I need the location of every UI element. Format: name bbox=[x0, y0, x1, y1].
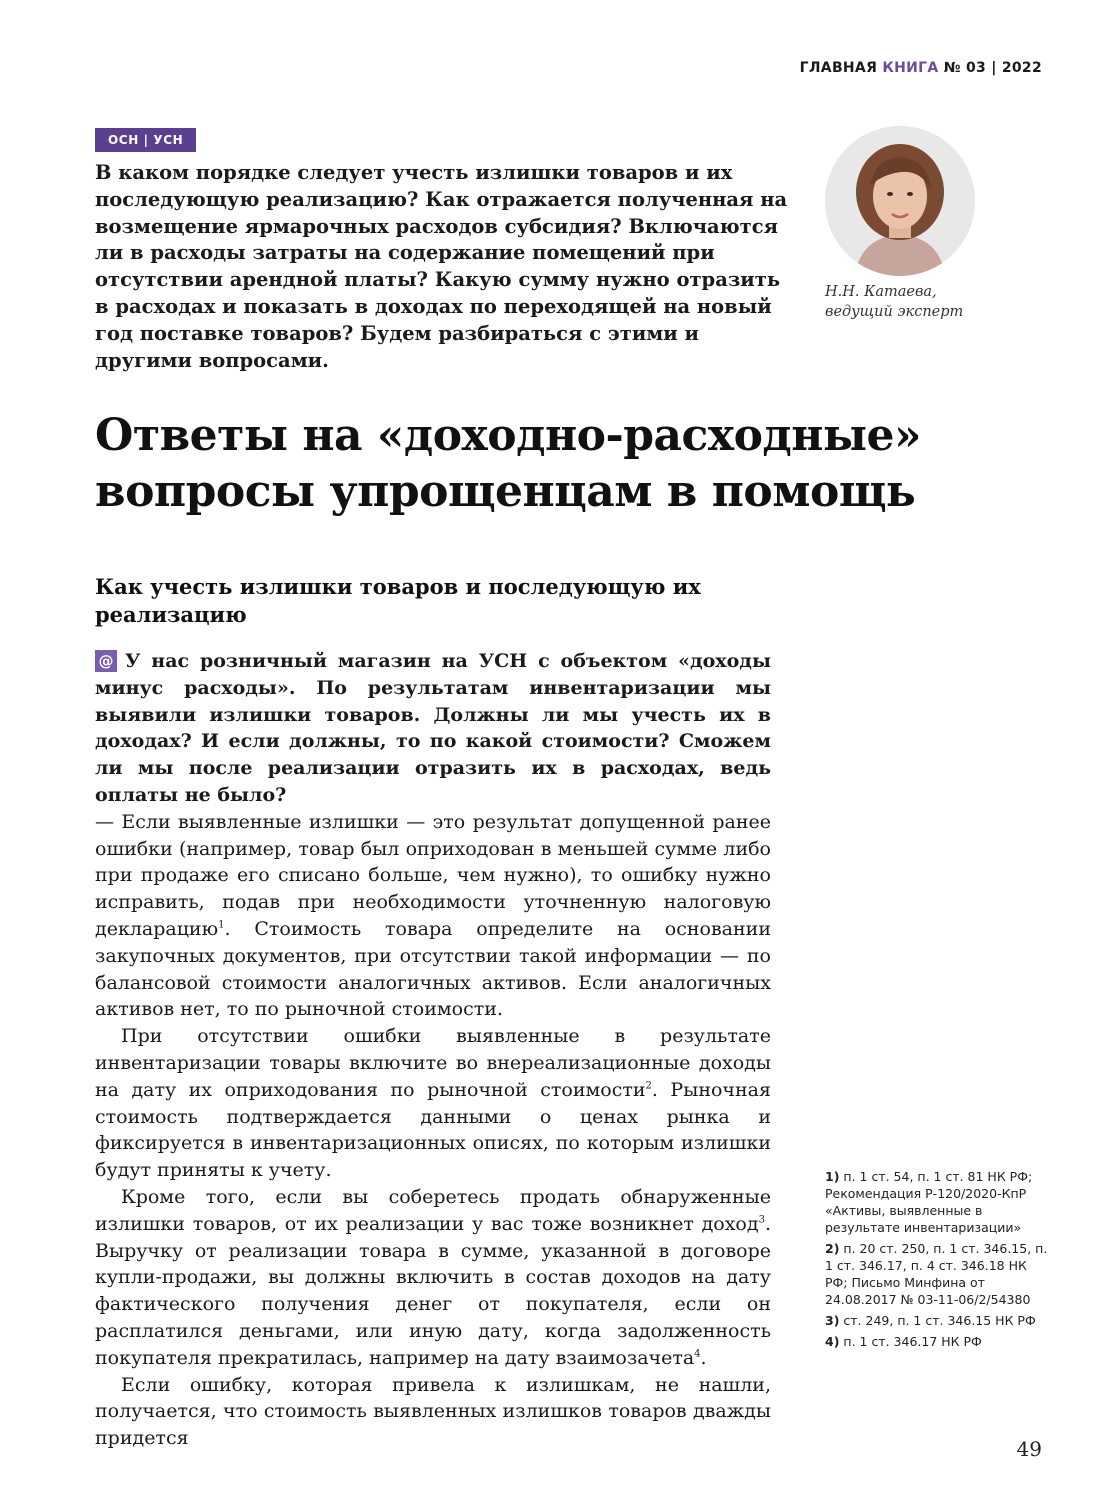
rubric-badge: ОСН | УСН bbox=[95, 128, 196, 152]
at-sign-icon: @ bbox=[95, 650, 117, 672]
author-name: Н.Н. Катаева, bbox=[825, 284, 937, 300]
masthead-title: ГЛАВНАЯ bbox=[799, 60, 878, 76]
author-photo bbox=[825, 126, 975, 276]
author-portrait-image bbox=[825, 126, 975, 276]
footnote-ref-2: 2 bbox=[645, 1080, 652, 1092]
masthead-issue: № 03 | 2022 bbox=[943, 60, 1042, 76]
footnote-ref-1: 1 bbox=[218, 919, 225, 931]
masthead-title-accent: КНИГА bbox=[882, 60, 939, 76]
answer-paragraph-2: При отсутствии ошибки выявленные в результате инвентаризации товары включите во внереализационные доходы на дату их оприходования по рыночной стоимости$^2$. Рыночная стоимость подтверждается данными о ценах рынка и фиксируется в инвентаризационных описях, по которым излишки будут приняты к учету. bbox=[95, 1025, 771, 1182]
footnote-4: 4) п. 1 ст. 346.17 НК РФ bbox=[825, 1334, 982, 1349]
article-headline: Ответы на «доходно-расходные» вопросы упрощенцам в помощь bbox=[95, 410, 922, 517]
author-role: ведущий эксперт bbox=[825, 304, 964, 320]
answer-paragraph-1: — Если выявленные излишки — это результат допущенной ранее ошибки (например, товар был оприходован в меньшей сумме либо при продаже его списано больше, чем нужно), то ошибку нужно исправить, подав при необходимости уточненную налоговую декларацию$^1$. Стоимость товара определите на основании закупочных документов, при отсутствии такой информации — по балансовой стоимости аналогичных активов. Если аналогичных активов нет, то по рыночной стоимости. bbox=[95, 810, 771, 1021]
page-number: 49 bbox=[1016, 1437, 1042, 1461]
footnote-1: 1) п. 1 ст. 54, п. 1 ст. 81 НК РФ; Рекомендация Р-120/2020-КпР «Активы, выявленные в результате инвентаризации» bbox=[825, 1169, 1033, 1235]
footnotes bbox=[825, 1168, 1050, 1354]
footnote-ref-3: 3 bbox=[758, 1214, 765, 1226]
section-heading: Как учесть излишки товаров и последующую их реализацию bbox=[95, 574, 701, 627]
author-caption bbox=[825, 282, 963, 322]
footnote-3: 3) ст. 249, п. 1 ст. 346.15 НК РФ bbox=[825, 1313, 1036, 1328]
footnote-2: 2) п. 20 ст. 250, п. 1 ст. 346.15, п. 1 ст. 346.17, п. 4 ст. 346.18 НК РФ; Письмо Минфина от 24.08.2017 № 03-11-06/2/54380 bbox=[825, 1241, 1048, 1307]
article-body bbox=[95, 648, 771, 1452]
reader-question bbox=[95, 648, 771, 809]
answer-paragraph-4: Если ошибку, которая привела к излишкам, не нашли, получается, что стоимость выявленных излишков товаров дважды придется bbox=[95, 1373, 771, 1450]
masthead bbox=[800, 60, 1042, 76]
answer-paragraph-3: Кроме того, если вы соберетесь продать обнаруженные излишки товаров, от их реализации у вас тоже возникнет доход$^3$. Выручку от реализации товара в сумме, указанной в договоре купли-продажи, вы должны включить в состав доходов на дату фактического получения денег от покупателя, если он расплатился деньгами, или иную дату, когда задолженность покупателя прекратилась, например на дату взаимозачета$^4$. bbox=[95, 1185, 771, 1369]
footnote-ref-4: 4 bbox=[694, 1348, 701, 1360]
lead-paragraph: В каком порядке следует учесть излишки товаров и их последующую реализацию? Как отражается полученная на возмещение ярмарочных расходов субсидия? Включаются ли в расходы затраты на содержание помещений при отсутствии арендной платы? Какую сумму нужно отразить в расходах и показать в доходах по переходящей на новый год поставке товаров? Будем разбираться с этими и другими вопросами. bbox=[95, 161, 788, 372]
question-text: У нас розничный магазин на УСН с объектом «доходы минус расходы». По результатам инвентаризации мы выявили излишки товаров. Должны ли мы учесть их в доходах? И если должны, то по какой стоимости? Сможем ли мы после реализации отразить их в расходах, ведь оплаты не было? bbox=[95, 650, 771, 806]
